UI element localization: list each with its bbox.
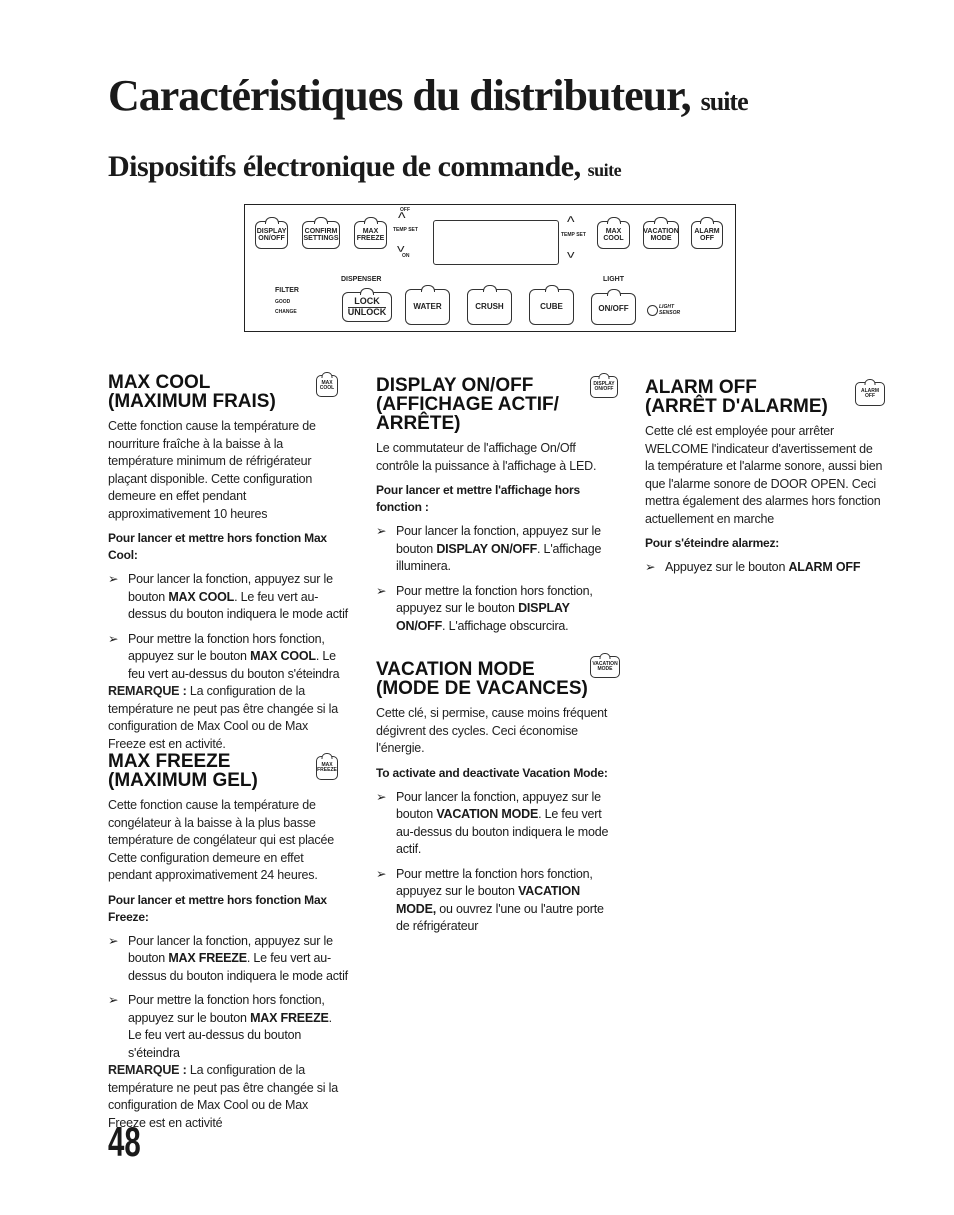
dispenser-label: DISPENSER (341, 276, 382, 283)
panel-maxfreeze-button: MAX FREEZE (354, 221, 387, 249)
led-icon (265, 217, 279, 224)
page-title: Caractéristiques du distributeur, suite (108, 71, 748, 120)
tempset-left-label: TEMP SET (393, 227, 418, 233)
panel-water-button: WATER (405, 289, 450, 325)
bullet-icon: ➢ (376, 583, 387, 598)
max-cool-subheading: Pour lancer et mettre hors fonction Max Cool: (108, 531, 327, 562)
max-freeze-icon: MAX FREEZE (316, 756, 338, 780)
display-heading-fr-2: ARRÊTE) (376, 413, 461, 434)
max-cool-heading: MAX COOL (108, 372, 211, 393)
panel-onoff-button: ON/OFF (591, 293, 636, 325)
bullet-icon: ➢ (108, 993, 119, 1007)
max-cool-bullet-1: ➢ Pour lancer la fonction, appuyez sur le bouton MAX COOL. Le feu vert au-dessus du bouton indiquera le mode actif (108, 572, 348, 621)
max-cool-heading-fr: (MAXIMUM FRAIS) (108, 391, 276, 412)
display-body: Le commutateur de l'affichage On/Off contrôle la puissance à l'affichage à LED. (376, 441, 597, 473)
column-right (645, 378, 885, 577)
alarm-body: Cette clé est employée pour arrêter WELCOME l'indicateur d'avertissement de la température et l'alarme sonore, aussi bien que l'alarme sonore de DOOR OPEN. Ceci mettra également des alarmes hors fonction actuellement en marche (645, 424, 883, 526)
alarm-heading-fr: (ARRÊT D'ALARME) (645, 396, 828, 417)
max-cool-body: Cette fonction cause la température de nourriture fraîche à la baisse à la température minimum de réfrigérateur plaçant disponible. Cette configuration demeure en effet pendant approximativement 10 heures (108, 419, 316, 521)
max-freeze-heading-fr: (MAXIMUM GEL) (108, 770, 258, 791)
up-arrow-icon: ^ (398, 210, 406, 227)
change-label: CHANGE (275, 309, 297, 315)
led-icon (322, 372, 333, 378)
alarm-off-icon: ALARM OFF (855, 382, 885, 406)
bullet-icon: ➢ (376, 524, 387, 538)
led-icon (865, 379, 876, 385)
bullet-icon: ➢ (108, 933, 119, 948)
display-subheading: Pour lancer et mettre l'affichage hors fonction : (376, 483, 580, 514)
bullet-icon: ➢ (108, 631, 119, 646)
column-middle-lower (376, 660, 616, 936)
vacation-heading: VACATION MODE (376, 659, 535, 680)
vacation-subheading: To activate and deactivate Vacation Mode: (376, 765, 608, 780)
tempset-right-label: TEMP SET (561, 232, 586, 238)
led-icon (599, 373, 610, 379)
on-label: ON (402, 253, 410, 259)
panel-vacation-button: VACATION MODE (643, 221, 679, 249)
off-label: OFF (400, 207, 410, 213)
max-freeze-body: Cette fonction cause la température de congélateur à la baisse à la plus basse température de congélateur qui est placée Cette configuration demeure en effet pendant approximativement 24 heures. (108, 798, 334, 882)
display-heading-fr-1: (AFFICHAGE ACTIF/ (376, 394, 559, 415)
panel-maxcool-button: MAX COOL (597, 221, 630, 249)
led-icon (700, 217, 714, 224)
filter-label: FILTER (275, 287, 299, 294)
display-window (433, 220, 559, 265)
led-icon (607, 289, 621, 296)
bullet-icon: ➢ (108, 572, 119, 586)
led-icon (607, 217, 621, 224)
vacation-mode-icon: VACATION MODE (590, 656, 620, 678)
section-title: Dispositifs électronique de commande, suite (108, 150, 622, 183)
led-icon (483, 285, 497, 292)
column-middle (376, 376, 616, 635)
max-freeze-bullet-2: ➢ Pour mettre la fonction hors fonction, appuyez sur le bouton MAX FREEZE. Le feu vert au-dessus du bouton s'éteindra (108, 993, 332, 1060)
column-left-lower (108, 752, 348, 1132)
led-icon (600, 653, 611, 659)
panel-display-button: DISPLAY ON/OFF (255, 221, 288, 249)
vacation-bullet-1: ➢ Pour lancer la fonction, appuyez sur le bouton VACATION MODE. Le feu vert au-dessus du bouton indiquera le mode actif. (376, 789, 609, 856)
max-freeze-subheading: Pour lancer et mettre hors fonction Max Freeze: (108, 892, 327, 924)
led-icon (545, 285, 559, 292)
display-heading: DISPLAY ON/OFF (376, 375, 534, 396)
light-sensor-icon (647, 305, 658, 316)
panel-cube-button: CUBE (529, 289, 574, 325)
max-freeze-heading: MAX FREEZE (108, 751, 231, 772)
column-left (108, 373, 348, 753)
vacation-heading-fr: (MODE DE VACANCES) (376, 678, 588, 699)
max-cool-icon: MAX COOL (316, 375, 338, 397)
alarm-subheading: Pour s'éteindre alarmez: (645, 536, 780, 550)
led-icon (314, 217, 328, 224)
bullet-icon: ➢ (376, 789, 387, 804)
vacation-bullet-2: ➢ Pour mettre la fonction hors fonction, appuyez sur le bouton VACATION MODE, ou ouvrez l'une ou l'autre porte de réfrigérateur (376, 866, 604, 933)
bullet-icon: ➢ (376, 866, 387, 881)
panel-crush-button: CRUSH (467, 289, 512, 325)
bullet-icon: ➢ (645, 560, 656, 574)
display-onoff-icon: DISPLAY ON/OFF (590, 376, 618, 398)
max-cool-bullet-2: ➢ Pour mettre la fonction hors fonction, appuyez sur le bouton MAX COOL. Le feu vert au-dessus du bouton s'éteindra (108, 631, 340, 681)
alarm-bullet-1: ➢ Appuyez sur le bouton ALARM OFF (645, 559, 885, 577)
max-cool-note: REMARQUE : La configuration de la température ne peut pas être changée si la configuration de Max Cool ou de Max Freeze est en activité. (108, 684, 338, 751)
good-label: GOOD (275, 299, 291, 305)
led-icon (421, 285, 435, 292)
light-sensor-label: LIGHT SENSOR (659, 304, 681, 316)
page-number: 48 (108, 1118, 141, 1165)
max-freeze-bullet-1: ➢ Pour lancer la fonction, appuyez sur le bouton MAX FREEZE. Le feu vert au-dessus du bouton indiquera le mode actif (108, 933, 348, 983)
down-arrow-icon: ^ (567, 243, 575, 260)
display-bullet-1: ➢ Pour lancer la fonction, appuyez sur le bouton DISPLAY ON/OFF. L'affichage illuminera. (376, 524, 602, 573)
panel-lock-button: LOCK UNLOCK (342, 292, 392, 322)
led-icon (322, 753, 333, 759)
down-arrow-icon: ^ (397, 237, 405, 254)
led-icon (364, 217, 378, 224)
display-bullet-2: ➢ Pour mettre la fonction hors fonction, appuyez sur le bouton DISPLAY ON/OFF. L'affichage obscurcira. (376, 583, 593, 633)
up-arrow-icon: ^ (567, 214, 575, 231)
led-icon (654, 217, 668, 224)
vacation-body: Cette clé, si permise, cause moins fréquent dégivrent des cycles. Ceci économise l'énergie. (376, 706, 608, 755)
panel-confirm-button: CONFIRM SETTINGS (302, 221, 340, 249)
control-panel-diagram (244, 204, 736, 332)
light-label: LIGHT (603, 276, 624, 283)
alarm-heading: ALARM OFF (645, 377, 757, 398)
max-freeze-note: REMARQUE : La configuration de la température ne peut pas être changée si la configuration de Max Cool ou de Max Freeze est en activité (108, 1063, 338, 1130)
panel-alarm-button: ALARM OFF (691, 221, 723, 249)
led-icon (360, 288, 374, 295)
